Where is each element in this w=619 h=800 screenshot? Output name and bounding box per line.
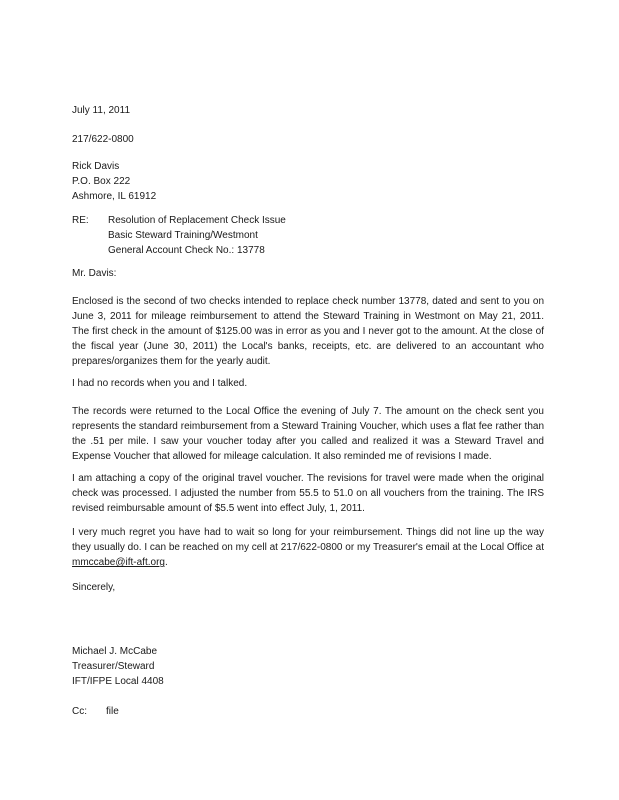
email-link[interactable]: mmccabe@ift-aft.org [72,557,165,568]
paragraph-4: I am attaching a copy of the original travel voucher. The revisions for travel were made when the original check was processed. I adjusted the number from 55.5 to 51.0 on all vouchers from the training. The IRS revised reimbursable amount of $5.5 went into effect July, 1, 2011. [72,473,544,514]
cc-value: file [106,706,119,717]
cc-line [72,704,544,719]
re-block [72,213,544,258]
recipient-name: Rick Davis [72,161,120,172]
re-line-1: Resolution of Replacement Check Issue [108,215,286,226]
signature-title: Treasurer/Steward [72,661,155,672]
recipient-address [72,159,544,204]
letter-phone: 217/622-0800 [72,134,134,145]
paragraph-1: Enclosed is the second of two checks intended to replace check number 13778, dated and sent to you on June 3, 2011 for mileage reimbursement to attend the Steward Training in Westmont on May 21, 2011. The first check in the amount of $125.00 was in error as you and I never got to the amount. At the close of the fiscal year (June 30, 2011) the Local's banks, receipts, etc. are delivered to an accountant who prepares/organizes them for the yearly audit. [72,296,544,367]
signature-name: Michael J. McCabe [72,646,158,657]
re-line-3: General Account Check No.: 13778 [108,245,265,256]
recipient-po-box: P.O. Box 222 [72,176,131,187]
recipient-city: Ashmore, IL 61912 [72,191,157,202]
paragraph-5: I very much regret you have had to wait so long for your reimbursement. Things did not line up the way they usually do. I can be reached on my cell at 217/622-0800 or my Treasurer's email at the Local Office at mmccabe@ift-aft.org. [72,527,544,568]
paragraph-2: I had no records when you and I talked. [72,378,248,389]
paragraph-3: The records were returned to the Local Office the evening of July 7. The amount on the check sent you represents the standard reimbursement from a Steward Training Voucher, which uses a flat fee rather than the .51 per mile. I saw your voucher today after you called and realized it was a Steward Travel and Expense Voucher that allowed for mileage calculation. It also reminded me of revisions I made. [72,406,544,462]
signature-org: IFT/IFPE Local 4408 [72,676,164,687]
re-line-2: Basic Steward Training/Westmont [108,230,258,241]
re-label: RE: [72,215,89,226]
closing: Sincerely, [72,582,116,593]
salutation: Mr. Davis: [72,268,117,279]
letter-date: July 11, 2011 [72,105,131,116]
cc-label: Cc: [72,706,87,717]
signature-block [72,644,544,689]
